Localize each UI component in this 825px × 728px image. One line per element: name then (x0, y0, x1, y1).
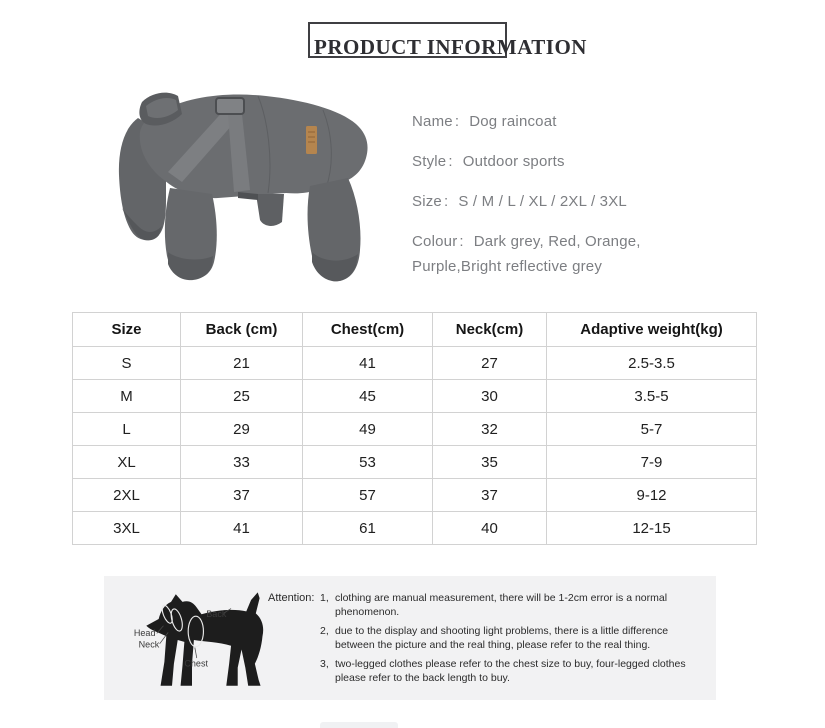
table-row (73, 512, 757, 545)
table-cell: 49 (303, 413, 433, 446)
detail-value: Outdoor sports (462, 153, 565, 170)
table-cell: 37 (433, 479, 547, 512)
detail-row-style (412, 149, 668, 174)
page-title: PRODUCT INFORMATION (314, 35, 587, 59)
detail-label: Size (412, 193, 442, 210)
table-row (73, 479, 757, 512)
table-cell: 32 (433, 413, 547, 446)
table-row (73, 347, 757, 380)
table-cell: M (73, 380, 181, 413)
detail-separator: : (454, 113, 460, 130)
table-cell: 57 (303, 479, 433, 512)
detail-value: Dog raincoat (469, 113, 557, 130)
detail-row-size (412, 189, 668, 214)
table-row (73, 413, 757, 446)
attention-note (320, 625, 702, 652)
table-cell: 3XL (73, 512, 181, 545)
table-header-row (73, 313, 757, 347)
brand-tag (306, 126, 317, 154)
detail-label: Style (412, 153, 447, 170)
table-cell: 41 (303, 347, 433, 380)
detail-value: S / M / L / XL / 2XL / 3XL (458, 193, 627, 210)
note-number: 3, (320, 658, 329, 670)
table-cell: 30 (433, 380, 547, 413)
detail-row-name (412, 109, 668, 134)
attention-note (320, 658, 702, 685)
table-header-cell: Neck(cm) (433, 313, 547, 347)
note-text: two-legged clothes please refer to the chest size to buy, four-legged clothes please refer to the back length to buy. (335, 658, 686, 684)
attention-note (320, 592, 702, 619)
note-number: 1, (320, 592, 329, 604)
product-details (412, 109, 668, 294)
table-row (73, 446, 757, 479)
detail-row-colour (412, 229, 668, 279)
detail-label: Colour (412, 233, 458, 250)
table-cell: 21 (181, 347, 303, 380)
diagram-label-chest: Chest (184, 658, 208, 669)
table-cell: 27 (433, 347, 547, 380)
table-cell: 40 (433, 512, 547, 545)
table-row (73, 380, 757, 413)
table-cell: 5-7 (547, 413, 757, 446)
table-cell: 9-12 (547, 479, 757, 512)
size-chart-table (72, 312, 757, 545)
detail-separator: : (443, 193, 449, 210)
table-cell: 33 (181, 446, 303, 479)
table-cell: 61 (303, 512, 433, 545)
attention-notes (320, 592, 702, 691)
diagram-label-head: Head (133, 628, 156, 639)
table-cell: 3.5-5 (547, 380, 757, 413)
table-header-cell: Chest(cm) (303, 313, 433, 347)
table-cell: 37 (181, 479, 303, 512)
table-cell: 53 (303, 446, 433, 479)
table-cell: 7-9 (547, 446, 757, 479)
table-cell: 41 (181, 512, 303, 545)
note-text: clothing are manual measurement, there will be 1-2cm error is a normal phenomenon. (335, 592, 668, 618)
table-cell: 2XL (73, 479, 181, 512)
table-header-cell: Back (cm) (181, 313, 303, 347)
detail-separator: : (459, 233, 464, 250)
table-header-cell: Adaptive weight(kg) (547, 313, 757, 347)
note-number: 2, (320, 625, 329, 637)
table-cell: 2.5-3.5 (547, 347, 757, 380)
product-photo-dog-raincoat (108, 80, 408, 298)
table-cell: 45 (303, 380, 433, 413)
dog-silhouette (146, 592, 263, 685)
detail-value: Dark grey, Red, Orange, Purple,Bright reflective grey (412, 233, 641, 275)
table-cell: 25 (181, 380, 303, 413)
harness-buckle (216, 98, 244, 114)
table-cell: S (73, 347, 181, 380)
diagram-label-neck: Neck (138, 639, 160, 650)
table-cell: 12-15 (547, 512, 757, 545)
detail-separator: : (448, 153, 453, 170)
diagram-label-back: Back (206, 609, 227, 620)
title-border-box (308, 22, 587, 59)
table-header-cell: Size (73, 313, 181, 347)
table-cell: 29 (181, 413, 303, 446)
bottom-cropped-bar (320, 722, 398, 728)
detail-label: Name (412, 113, 453, 130)
attention-label: Attention: (268, 592, 315, 604)
table-cell: 35 (433, 446, 547, 479)
attention-panel (104, 576, 716, 700)
note-text: due to the display and shooting light problems, there is a little difference between the picture and the real thing, please refer to the real thing. (335, 625, 669, 651)
table-cell: XL (73, 446, 181, 479)
table-cell: L (73, 413, 181, 446)
